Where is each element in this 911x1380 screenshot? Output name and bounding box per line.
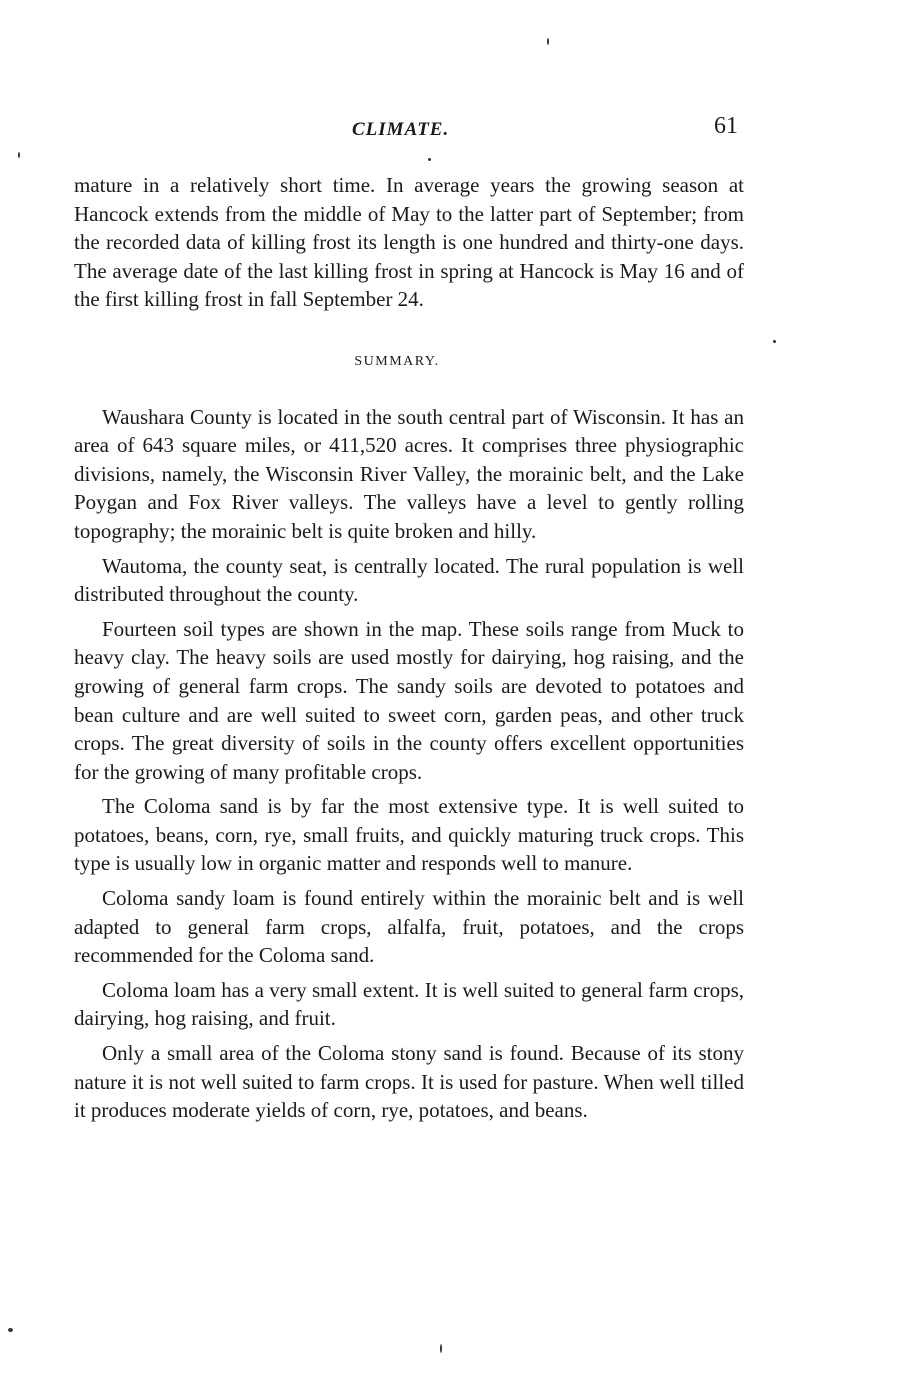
scan-speck bbox=[18, 152, 20, 158]
continued-paragraph: mature in a relatively short time. In average years the growing season at Hancock extends from the middle of May to the latter part of September; from the recorded data of killing frost its length is one hundred and thirty-one days. The average date of the last killing frost in spring at Hancock is May 16 and of the first killing frost in fall September 24. bbox=[74, 173, 744, 312]
running-title: CLIMATE. bbox=[352, 119, 450, 140]
page-number: 61 bbox=[714, 113, 738, 139]
summary-paragraph-location: Waushara County is located in the south central part of Wisconsin. It has an area of 643 square miles, or 411,520 acres. It comprises three physiographic divisions, namely, the Wisconsin River Valley, the morainic belt, and the Lake Poygan and Fox River valleys. The valleys have a level to gently rolling topography; the morainic belt is quite broken and hilly. bbox=[74, 404, 744, 543]
scan-speck bbox=[8, 1328, 13, 1332]
scan-speck bbox=[547, 38, 549, 45]
section-heading: SUMMARY. bbox=[354, 353, 440, 369]
summary-paragraph-coloma-sand: The Coloma sand is by far the most extensive type. It is well suited to potatoes, beans, corn, rye, small fruits, and quickly maturing truck crops. This type is usually low in organic matter and responds well to manure. bbox=[74, 794, 744, 876]
summary-paragraph-population: Wautoma, the county seat, is centrally located. The rural population is well distributed throughout the county. bbox=[74, 553, 744, 607]
scan-speck bbox=[428, 158, 431, 161]
summary-paragraph-coloma-sandy-loam: Coloma sandy loam is found entirely within the morainic belt and is well adapted to general farm crops, alfalfa, fruit, potatoes, and the crops recommended for the Coloma sand. bbox=[74, 886, 744, 968]
running-header bbox=[74, 113, 738, 147]
summary-paragraph-soil-types: Fourteen soil types are shown in the map. These soils range from Muck to heavy clay. The heavy soils are used mostly for dairying, hog raising, and the growing of general farm crops. The sandy soils are devoted to potatoes and bean culture and are well suited to sweet corn, garden peas, and other truck crops. The great diversity of soils in the county offers excellent opportunities for the growing of many profitable crops. bbox=[74, 616, 744, 784]
scan-speck bbox=[440, 1344, 442, 1353]
body-text bbox=[74, 171, 744, 1131]
summary-paragraph-coloma-loam: Coloma loam has a very small extent. It is well suited to general farm crops, dairying, hog raising, and fruit. bbox=[74, 977, 744, 1031]
scan-speck bbox=[773, 340, 776, 343]
summary-paragraph-coloma-stony-sand: Only a small area of the Coloma stony sand is found. Because of its stony nature it is not well suited to farm crops. It is used for pasture. When well tilled it produces moderate yields of corn, rye, potatoes, and beans. bbox=[74, 1041, 744, 1123]
